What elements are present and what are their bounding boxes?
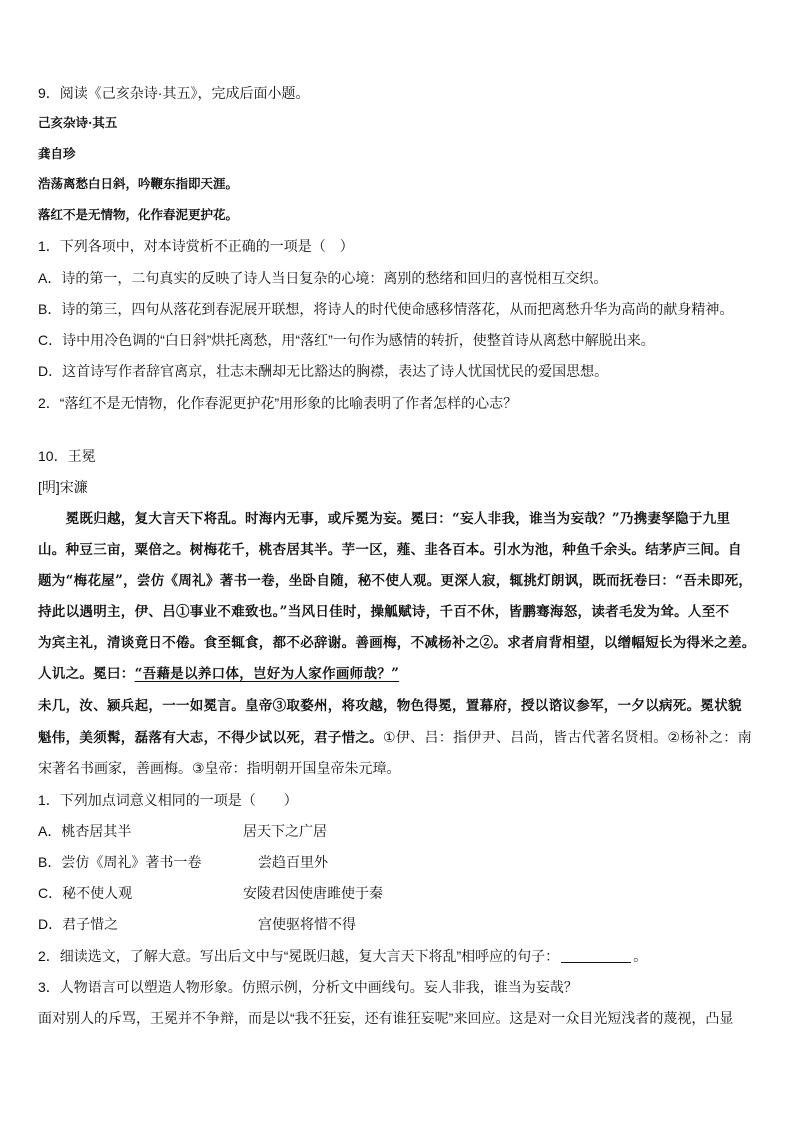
poem-line-2: 落红不是无情物，化作春泥更护花。 bbox=[38, 207, 239, 222]
passage-line-6 bbox=[38, 664, 762, 684]
footnote-2: 宋著名书画家，善画梅。③皇帝：指明朝开国皇帝朱元璋。 bbox=[38, 760, 401, 776]
poem-title: 己亥杂诗·其五 bbox=[38, 115, 118, 130]
q9-header: 9．阅读《己亥杂诗·其五》，完成后面小题。 bbox=[38, 85, 310, 101]
passage-line-8-text: 魁伟，美须髯，磊落有大志，不得少试以死，君子惜之。 bbox=[38, 730, 383, 746]
poem-line-1: 浩荡离愁白日斜，吟鞭东指即天涯。 bbox=[38, 176, 239, 191]
q10-option-a-left: A．桃杏居其半 bbox=[38, 823, 132, 839]
q10-option-d-left: D．君子惜之 bbox=[38, 916, 119, 932]
q10-sub3-question: 3．人物语言可以塑造人物形象。仿照示例，分析文中画线句。妄人非我，谁当为妄哉？ bbox=[38, 979, 578, 995]
q10-author: [明]宋濂 bbox=[38, 479, 88, 495]
q10-option-b bbox=[38, 852, 762, 872]
passage-line-2: 山。种豆三亩，粟倍之。树梅花千，桃杏居其半。芋一区，薤、韭各百本。引水为池，种鱼千余头。结茅庐三间。自 bbox=[38, 542, 742, 558]
passage-line-4: 持此以遇明主，伊、吕①事业不难致也。”当风日佳时，操觚赋诗，千百不休，皆鹏骞海怒，读者毛发为耸。人至不 bbox=[38, 604, 730, 620]
q10-header: 10．王冕 bbox=[38, 448, 96, 464]
q10-sub2-question bbox=[38, 946, 762, 966]
underlined-sentence: “吾藉是以养口体，岂好为人家作画师哉？” bbox=[134, 666, 400, 682]
q10-option-b-right: 尝趋百里外 bbox=[258, 854, 328, 870]
q10-sub3-example: 面对别人的斥骂，王冕并不争辩，而是以“我不狂妄，还有谁狂妄呢”来回应。这是对一众目光短浅者的蔑视，凸显 bbox=[38, 1010, 734, 1026]
q9-sub2-question: 2．“落红不是无情物，化作春泥更护花”用形象的比喻表明了作者怎样的心志？ bbox=[38, 395, 518, 411]
q9-sub1-question: 1．下列各项中，对本诗赏析不正确的一项是（ ） bbox=[38, 238, 354, 254]
passage-line-1: 冕既归越，复大言天下将乱。时海内无事，或斥冕为妄。冕曰：“妄人非我，谁当为妄哉？”乃携妻孥隐于九里 bbox=[38, 511, 731, 527]
passage-line-6-text: 人讥之。冕曰： bbox=[38, 666, 135, 682]
q9-option-b: B．诗的第三，四句从落花到春泥展开联想，将诗人的时代使命感移情落花，从而把离愁升华为高尚的献身精神。 bbox=[38, 301, 734, 317]
q10-option-c-right: 安陵君因使唐雎使于秦 bbox=[243, 885, 383, 901]
q10-option-c bbox=[38, 883, 762, 903]
poem-author: 龚自珍 bbox=[38, 146, 76, 161]
q10-option-a bbox=[38, 821, 762, 841]
q10-option-b-left: B．尝仿《周礼》著书一卷 bbox=[38, 854, 202, 870]
passage-line-3: 题为“梅花屋”，尝仿《周礼》著书一卷，坐卧自随，秘不使人观。更深人寂，辄挑灯朗讽，既而抚卷曰：“吾未即死， bbox=[38, 573, 753, 589]
q10-sub1-question: 1．下列加点词意义相同的一项是（ ） bbox=[38, 792, 298, 808]
passage-line-7: 未几，汝、颍兵起，一一如冕言。皇帝③取婺州，将攻越，物色得冕，置幕府，授以谘议参军，一夕以病死。冕状貌 bbox=[38, 698, 742, 714]
q9-option-a: A．诗的第一，二句真实的反映了诗人当日复杂的心境：离别的愁绪和回归的喜悦相互交织。 bbox=[38, 270, 608, 286]
q10-option-a-right: 居天下之广居 bbox=[243, 823, 327, 839]
q10-sub2-end: 。 bbox=[633, 948, 648, 964]
footnote-1: ①伊、吕：指伊尹、吕尚，皆古代著名贤相。②杨补之：南 bbox=[383, 729, 752, 745]
q10-option-d bbox=[38, 914, 762, 934]
passage-line-8 bbox=[38, 727, 762, 748]
passage-line-5: 为宾主礼，清谈竟日不倦。食至辄食，都不必辞谢。善画梅，不减杨补之②。求者肩背相望，以缯幅短长为得米之差。 bbox=[38, 635, 756, 651]
answer-blank[interactable] bbox=[561, 948, 631, 963]
q9-option-c: C．诗中用冷色调的“白日斜”烘托离愁，用“落红”一句作为感情的转折，使整首诗从离愁中解脱出来。 bbox=[38, 332, 655, 348]
q10-option-c-left: C．秘不使人观 bbox=[38, 885, 133, 901]
q10-sub2-text: 2．细读选文，了解大意。写出后文中与“冕既归越，复大言天下将乱”相呼应的句子： bbox=[38, 948, 560, 964]
q9-option-d: D．这首诗写作者辞官离京，壮志未酬却无比豁达的胸襟，表达了诗人忧国忧民的爱国思想。 bbox=[38, 363, 609, 379]
q10-option-d-right: 宫使驱将惜不得 bbox=[258, 916, 356, 932]
